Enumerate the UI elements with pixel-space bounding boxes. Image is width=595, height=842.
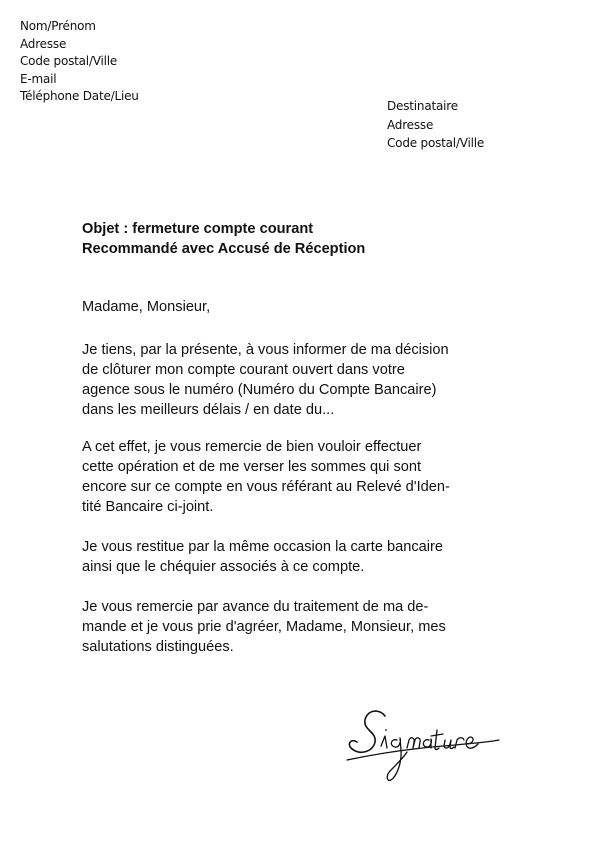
paragraph-line: Je tiens, par la présente, à vous informer de ma décision [82,342,449,358]
recipient-name: Destinataire [387,99,458,113]
sender-email: E-mail [20,71,57,86]
paragraph-return-card [82,537,443,577]
sender-address: Adresse [20,36,67,51]
sender-block [20,18,139,106]
subject-object: Objet : fermeture compte courant [82,221,314,237]
subject-delivery-mode: Recommandé avec Accusé de Réception [82,241,366,257]
paragraph-line: Je vous restitue par la même occasion la carte bancaire [82,539,443,555]
subject-block [82,219,365,259]
paragraph-line: A cet effet, je vous remercie de bien vouloir effectuer [82,439,422,455]
paragraph-line: tité Bancaire ci-joint. [82,499,214,515]
recipient-postal-city: Code postal/Ville [387,136,485,150]
paragraph-line: mande et je vous prie d'agréer, Madame, Monsieur, mes [82,619,446,635]
sender-name: Nom/Prénom [20,19,96,33]
paragraph-line: Je vous remercie par avance du traitement de ma de- [82,599,429,615]
recipient-block [387,97,484,153]
salutation [82,297,210,317]
sender-phone-date-place: Téléphone Date/Lieu [20,89,139,104]
paragraph-line: salutations distinguées. [82,639,234,655]
paragraph-line: de clôturer mon compte courant ouvert dans votre [82,362,405,378]
paragraph-line: dans les meilleurs délais / en date du... [82,402,335,418]
paragraph-line: cette opération et de me verser les sommes qui sont [82,459,422,475]
recipient-address: Adresse [387,117,434,132]
paragraph-line: agence sous le numéro (Numéro du Compte Bancaire) [82,382,437,398]
handwritten-signature [345,702,505,784]
sender-postal-city: Code postal/Ville [20,54,118,69]
paragraph-decision [82,340,449,420]
paragraph-line: ainsi que le chéquier associés à ce compte. [82,559,365,575]
salutation-text: Madame, Monsieur, [82,299,211,315]
paragraph-closing [82,597,446,657]
paragraph-line: encore sur ce compte en vous référant au Relevé d'Iden- [82,479,450,495]
paragraph-transfer [82,437,450,517]
